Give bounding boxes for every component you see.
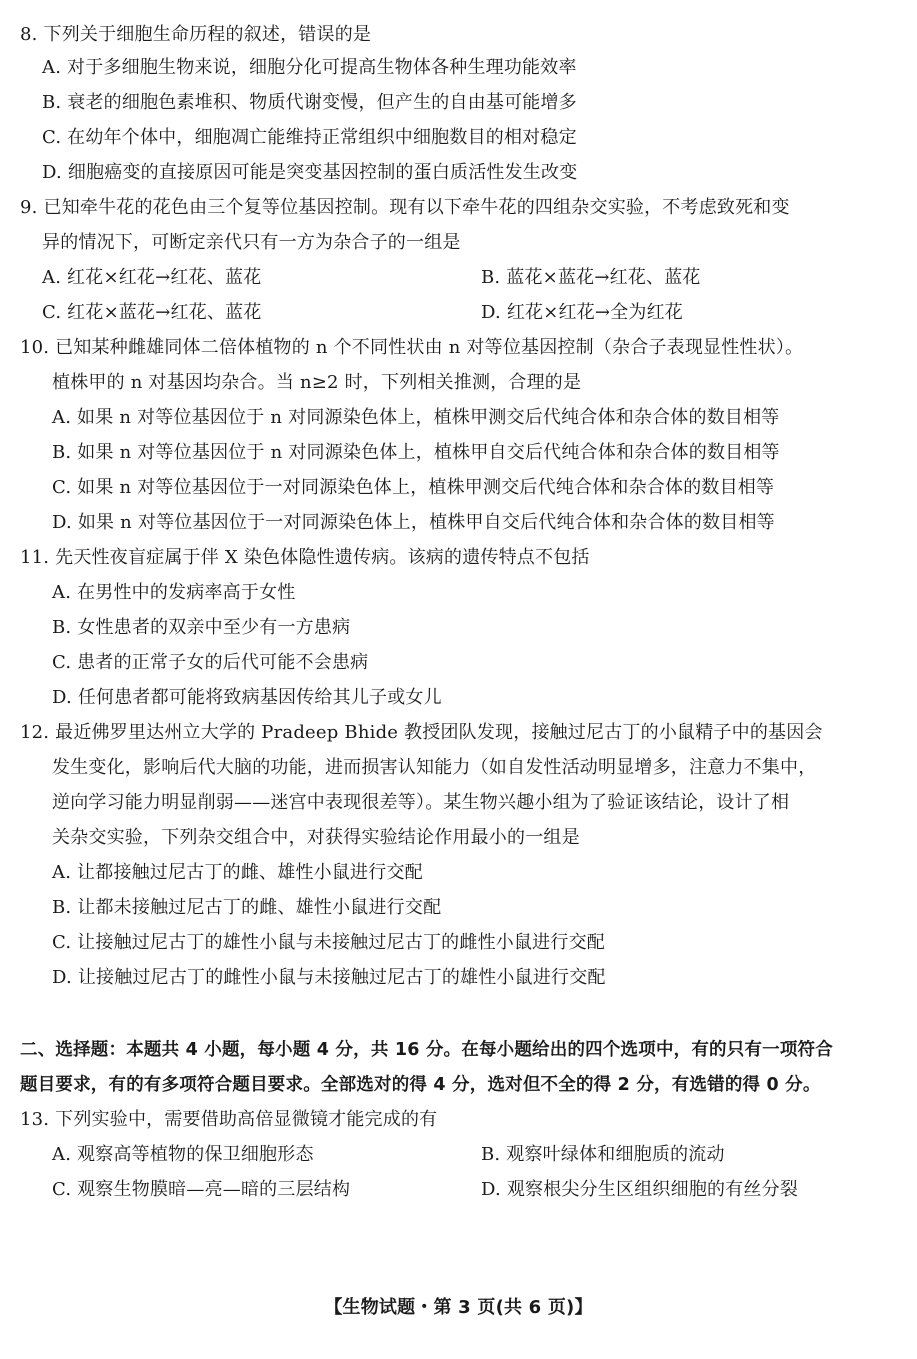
q12-stem-line2: 发生变化，影响后代大脑的功能，进而损害认知能力（如自发性活动明显增多，注意力不集中， (52, 757, 817, 778)
q12-option-c: C. 让接触过尼古丁的雄性小鼠与未接触过尼古丁的雌性小鼠进行交配 (52, 932, 605, 953)
q8-option-a: A. 对于多细胞生物来说，细胞分化可提高生物体各种生理功能效率 (42, 57, 577, 78)
q13-option-c: C. 观察生物膜暗—亮—暗的三层结构 (52, 1179, 351, 1200)
q13-option-d: D. 观察根尖分生区组织细胞的有丝分裂 (481, 1179, 799, 1200)
q11-option-b: B. 女性患者的双亲中至少有一方患病 (52, 617, 351, 638)
q12-stem-line4: 关杂交实验，下列杂交组合中，对获得实验结论作用最小的一组是 (52, 827, 580, 848)
q10-option-b: B. 如果 n 对等位基因位于 n 对同源染色体上，植株甲自交后代纯合体和杂合体的数目相等 (52, 442, 780, 463)
q9-option-b: B. 蓝花×蓝花→红花、蓝花 (481, 267, 701, 288)
q13-option-a: A. 观察高等植物的保卫细胞形态 (52, 1144, 314, 1165)
q8-option-b: B. 衰老的细胞色素堆积、物质代谢变慢，但产生的自由基可能增多 (42, 92, 577, 113)
q9-option-d: D. 红花×红花→全为红花 (481, 302, 683, 323)
q12-option-b: B. 让都未接触过尼古丁的雌、雄性小鼠进行交配 (52, 897, 442, 918)
q9-stem-line2: 异的情况下，可断定亲代只有一方为杂合子的一组是 (42, 232, 461, 253)
q9-stem-line1: 9. 已知牵牛花的花色由三个复等位基因控制。现有以下牵牛花的四组杂交实验，不考虑致死和变 (20, 197, 790, 218)
q11-option-d: D. 任何患者都可能将致病基因传给其儿子或女儿 (52, 687, 442, 708)
q12-stem-line3: 逆向学习能力明显削弱——迷宫中表现很差等）。某生物兴趣小组为了验证该结论，设计了相 (52, 792, 790, 813)
q9-option-a: A. 红花×红花→红花、蓝花 (42, 267, 262, 288)
q10-stem-line2: 植株甲的 n 对基因均杂合。当 n≥2 时，下列相关推测，合理的是 (52, 372, 582, 393)
q13-stem: 13. 下列实验中，需要借助高倍显微镜才能完成的有 (20, 1109, 438, 1130)
q8-option-c: C. 在幼年个体中，细胞凋亡能维持正常组织中细胞数目的相对稳定 (42, 127, 577, 148)
q10-option-c: C. 如果 n 对等位基因位于一对同源染色体上，植株甲测交后代纯合体和杂合体的数目相等 (52, 477, 775, 498)
q12-stem-line1: 12. 最近佛罗里达州立大学的 Pradeep Bhide 教授团队发现，接触过尼古丁的小鼠精子中的基因会 (20, 722, 823, 743)
q11-option-a: A. 在男性中的发病率高于女性 (52, 582, 296, 603)
q10-option-a: A. 如果 n 对等位基因位于 n 对同源染色体上，植株甲测交后代纯合体和杂合体的数目相等 (52, 407, 780, 428)
page-footer: 【生物试题・第 3 页(共 6 页)】 (324, 1297, 593, 1318)
section2-instructions-line1: 二、选择题：本题共 4 小题，每小题 4 分，共 16 分。在每小题给出的四个选项中，有的只有一项符合 (20, 1040, 833, 1060)
q12-option-a: A. 让都接触过尼古丁的雌、雄性小鼠进行交配 (52, 862, 423, 883)
q12-option-d: D. 让接触过尼古丁的雌性小鼠与未接触过尼古丁的雄性小鼠进行交配 (52, 967, 606, 988)
q8-stem: 8. 下列关于细胞生命历程的叙述，错误的是 (20, 24, 372, 45)
q9-option-c: C. 红花×蓝花→红花、蓝花 (42, 302, 262, 323)
section2-instructions-line2: 题目要求，有的有多项符合题目要求。全部选对的得 4 分，选对但不全的得 2 分，有选错的得 0 分。 (20, 1075, 821, 1095)
q11-stem: 11. 先天性夜盲症属于伴 X 染色体隐性遗传病。该病的遗传特点不包括 (20, 547, 590, 568)
q10-stem-line1: 10. 已知某种雌雄同体二倍体植物的 n 个不同性状由 n 对等位基因控制（杂合子表现显性性状）。 (20, 337, 804, 358)
q8-option-d: D. 细胞癌变的直接原因可能是突变基因控制的蛋白质活性发生改变 (42, 162, 578, 183)
q13-option-b: B. 观察叶绿体和细胞质的流动 (481, 1144, 725, 1165)
q10-option-d: D. 如果 n 对等位基因位于一对同源染色体上，植株甲自交后代纯合体和杂合体的数目相等 (52, 512, 775, 533)
q11-option-c: C. 患者的正常子女的后代可能不会患病 (52, 652, 369, 673)
